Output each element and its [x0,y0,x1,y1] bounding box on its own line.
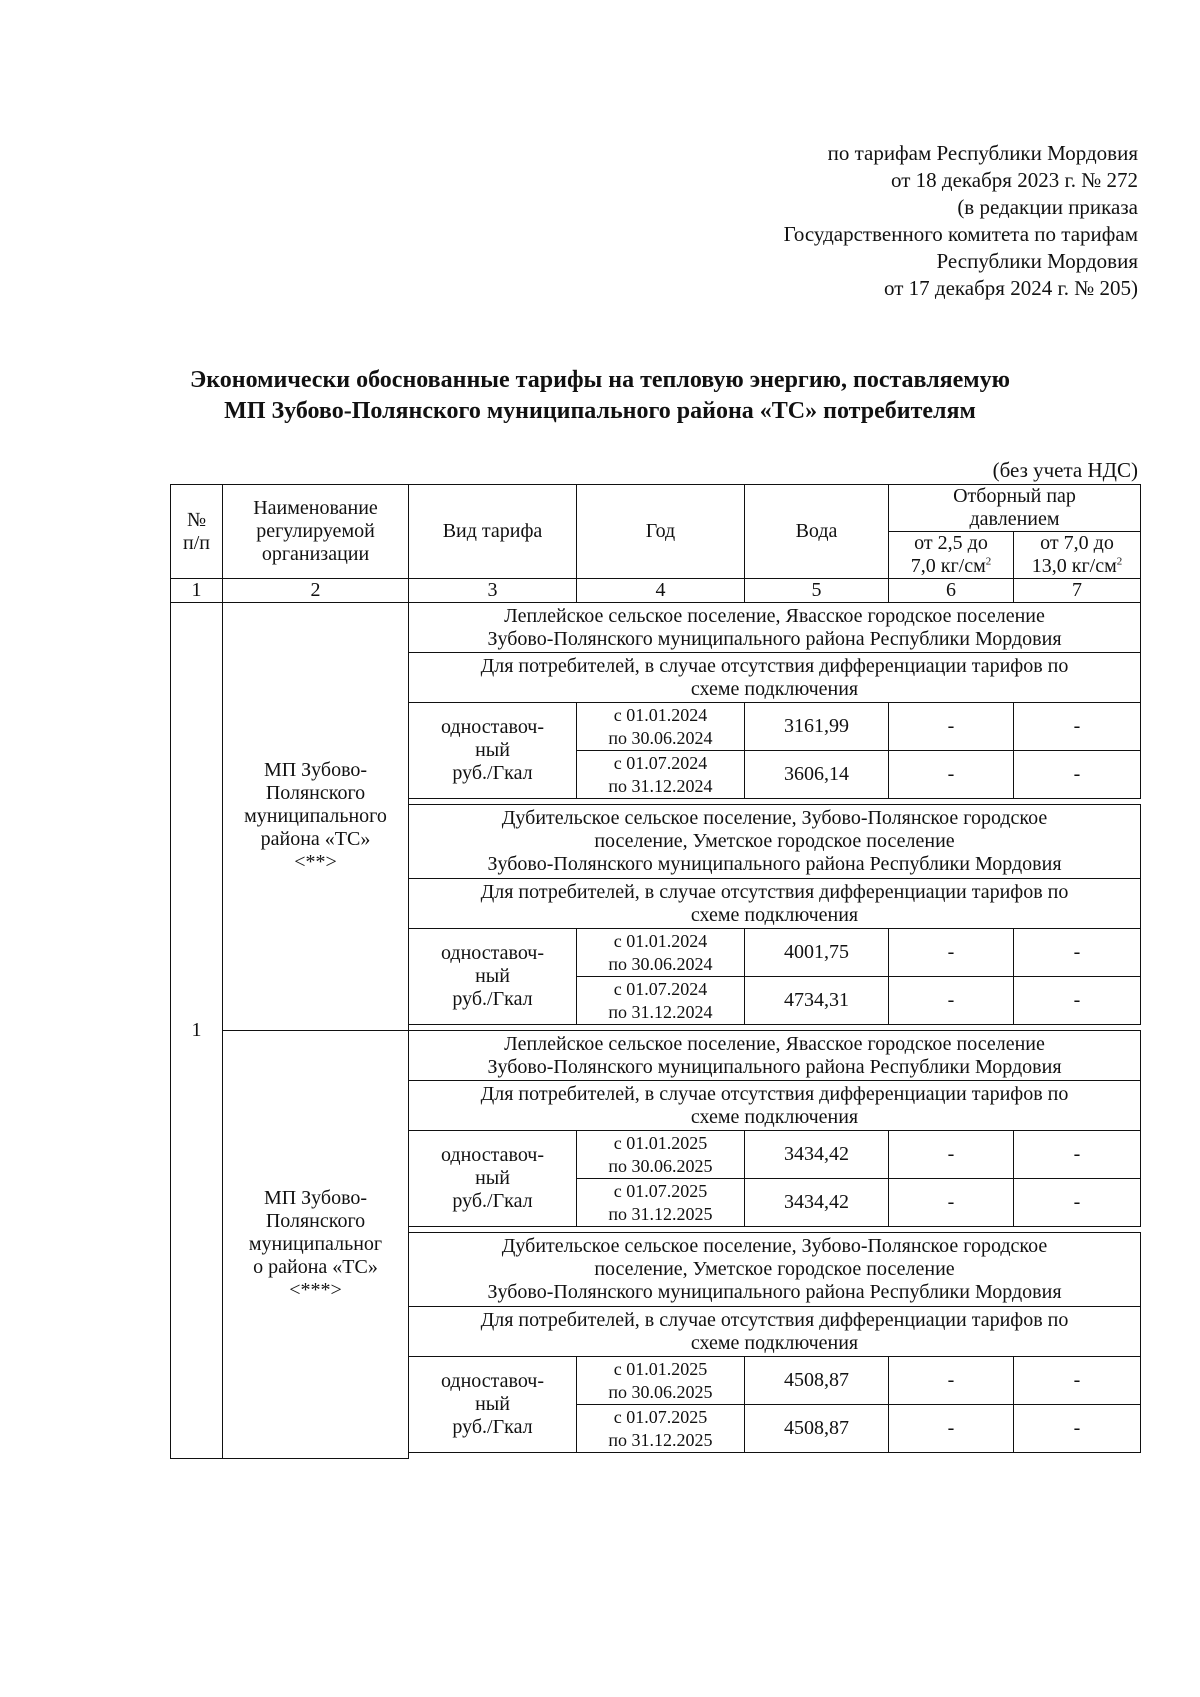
area-name [409,1233,1141,1307]
org-line: МП Зубово- [263,1187,368,1209]
area-line: Дубительское сельское поселение, Зубово-Полянское городское [501,807,1048,829]
header-steam-line: давлением [969,508,1060,530]
steam-low-tariff: - [889,1405,1014,1453]
org-line: <**> [294,851,337,873]
consumers-line: Для потребителей, в случае отсутствия дифференциации тарифов по [480,1308,1069,1331]
period [577,1179,745,1227]
header-num-line: № [186,508,207,531]
header-tariff-type: Вид тарифа [409,485,577,579]
consumers-line: Для потребителей, в случае отсутствия дифференциации тарифов по [480,880,1069,903]
tariff-type-line: ный [475,739,510,761]
water-tariff: 3161,99 [745,703,889,751]
consumers-label [409,1081,1141,1131]
col-number: 6 [889,579,1014,603]
title-line: Экономически обоснованные тарифы на тепловую энергию, поставляемую [189,367,1010,393]
title-line: МП Зубово-Полянского муниципального района «ТС» потребителям [224,398,976,424]
header-line: по тарифам Республики Мордовия [827,141,1138,165]
water-tariff: 3606,14 [745,751,889,799]
water-tariff: 3434,42 [745,1131,889,1179]
row-number: 1 [171,603,223,1459]
tariff-type-line: руб./Гкал [452,762,533,784]
tariff-type [409,1357,577,1453]
org-line: Полянского [265,1210,366,1232]
area-name [409,805,1141,879]
header-org-line: регулируемой [256,520,375,542]
org-line: Полянского [265,782,366,804]
period-line: по 30.06.2024 [608,727,713,748]
steam-low-tariff: - [889,1131,1014,1179]
steam-high-tariff: - [1014,703,1141,751]
vat-note: (без учета НДС) [992,458,1138,482]
unit-superscript: 2 [985,555,992,568]
header-org [223,485,409,579]
org-line: района «ТС» [260,828,371,850]
water-tariff: 4001,75 [745,929,889,977]
org-name-text [226,1187,405,1302]
col-number: 5 [745,579,889,603]
period-line: с 01.07.2025 [613,1406,708,1427]
period-line: по 30.06.2024 [608,953,713,974]
steam-low-tariff: - [889,977,1014,1025]
column-number-row [171,579,1141,603]
org-name [223,1031,409,1459]
steam-high-tariff: - [1014,977,1141,1025]
header-line: (в редакции приказа [957,195,1138,219]
period [577,929,745,977]
period-line: с 01.01.2024 [613,704,708,725]
org-name [223,603,409,1031]
area-line: поселение, Уметское городское поселение [594,830,955,852]
col-number: 2 [223,579,409,603]
steam-high-tariff: - [1014,1179,1141,1227]
period-line: с 01.07.2024 [613,752,708,773]
consumers-line: схеме подключения [690,1105,859,1128]
period-line: с 01.07.2024 [613,978,708,999]
steam-low-tariff: - [889,1357,1014,1405]
period-line: по 30.06.2025 [608,1381,713,1402]
org-name-text [226,759,405,874]
header-water: Вода [745,485,889,579]
header-steam-line: Отборный пар [953,485,1076,507]
consumers-label [409,1307,1141,1357]
tariff-type-line: ный [475,1393,510,1415]
period-line: по 31.12.2025 [608,1429,713,1450]
area-line: Зубово-Полянского муниципального района Республики Мордовия [487,1281,1062,1303]
period [577,977,745,1025]
period-line: по 30.06.2025 [608,1155,713,1176]
tariff-type-line: ный [475,1167,510,1189]
period-line: по 31.12.2024 [608,775,713,796]
steam-high-tariff: - [1014,1131,1141,1179]
area-row [171,603,1141,653]
steam-high-tariff: - [1014,1357,1141,1405]
org-line: о района «ТС» [253,1256,378,1278]
consumers-line: схеме подключения [690,677,859,700]
org-line: муниципального [244,805,387,827]
tariff-type-line: одноставоч- [440,1144,545,1166]
header-steam-low-line: от 2,5 до [914,532,988,554]
col-number: 4 [577,579,745,603]
area-line: Дубительское сельское поселение, Зубово-Полянское городское [501,1235,1048,1257]
period-line: с 01.01.2025 [613,1132,708,1153]
col-number: 3 [409,579,577,603]
tariff-type-line: руб./Гкал [452,1416,533,1438]
tariff-table [170,484,1141,1459]
header-line: Республики Мордовия [936,249,1138,273]
header-row [171,485,1141,532]
steam-high-tariff: - [1014,751,1141,799]
tariff-type [409,703,577,799]
tariff-type-line: одноставоч- [440,942,545,964]
steam-low-tariff: - [889,929,1014,977]
steam-high-tariff: - [1014,1405,1141,1453]
period [577,751,745,799]
header-steam-low-unit [892,555,1010,578]
steam-high-tariff: - [1014,929,1141,977]
area-name [409,1031,1141,1081]
water-tariff: 4508,87 [745,1405,889,1453]
area-line: Зубово-Полянского муниципального района Республики Мордовия [487,853,1062,875]
period [577,1131,745,1179]
header-line: от 17 декабря 2024 г. № 205) [884,276,1138,300]
period [577,703,745,751]
area-name [409,603,1141,653]
header-steam-high-line: от 7,0 до [1040,532,1114,554]
tariff-type [409,1131,577,1227]
document-title [60,365,1140,427]
col-number: 1 [171,579,223,603]
area-line: Зубово-Полянского муниципального района Республики Мордовия [487,627,1062,650]
tariff-type [409,929,577,1025]
header-steam-high [1014,532,1141,579]
header-reference [784,140,1138,302]
consumers-line: Для потребителей, в случае отсутствия дифференциации тарифов по [480,654,1069,677]
org-line: муниципальног [248,1233,383,1255]
unit-text: 7,0 кг/см [910,555,986,577]
tariff-type-line: руб./Гкал [452,1190,533,1212]
period-line: по 31.12.2025 [608,1203,713,1224]
consumers-label [409,653,1141,703]
water-tariff: 4508,87 [745,1357,889,1405]
consumers-line: схеме подключения [690,1331,859,1354]
period-line: с 01.07.2025 [613,1180,708,1201]
water-tariff: 4734,31 [745,977,889,1025]
header-year: Год [577,485,745,579]
org-line: <***> [289,1279,342,1301]
header-steam-high-unit [1017,555,1137,578]
header-steam-low [889,532,1014,579]
period [577,1405,745,1453]
header-num [171,485,223,579]
period-line: с 01.01.2025 [613,1358,708,1379]
org-line: МП Зубово- [263,759,368,781]
unit-text: 13,0 кг/см [1031,555,1117,577]
consumers-line: схеме подключения [690,903,859,926]
header-num-line: п/п [183,531,210,554]
period-line: по 31.12.2024 [608,1001,713,1022]
header-org-line: организации [261,543,370,565]
period-line: с 01.01.2024 [613,930,708,951]
area-line: Леплейское сельское поселение, Явасское городское поселение [504,604,1045,627]
period [577,1357,745,1405]
area-line: Леплейское сельское поселение, Явасское городское поселение [504,1032,1045,1055]
col-number: 7 [1014,579,1141,603]
steam-low-tariff: - [889,751,1014,799]
tariff-type-line: ный [475,965,510,987]
consumers-line: Для потребителей, в случае отсутствия дифференциации тарифов по [480,1082,1069,1105]
header-steam [889,485,1141,532]
consumers-label [409,879,1141,929]
area-line: Зубово-Полянского муниципального района Республики Мордовия [487,1055,1062,1078]
water-tariff: 3434,42 [745,1179,889,1227]
steam-low-tariff: - [889,1179,1014,1227]
area-line: поселение, Уметское городское поселение [594,1258,955,1280]
tariff-type-line: одноставоч- [440,716,545,738]
header-line: Государственного комитета по тарифам [783,222,1138,246]
header-line: от 18 декабря 2023 г. № 272 [891,168,1138,192]
area-row [171,1031,1141,1081]
tariff-type-line: одноставоч- [440,1370,545,1392]
unit-superscript: 2 [1116,555,1123,568]
steam-low-tariff: - [889,703,1014,751]
tariff-type-line: руб./Гкал [452,988,533,1010]
header-org-line: Наименование [253,497,378,519]
